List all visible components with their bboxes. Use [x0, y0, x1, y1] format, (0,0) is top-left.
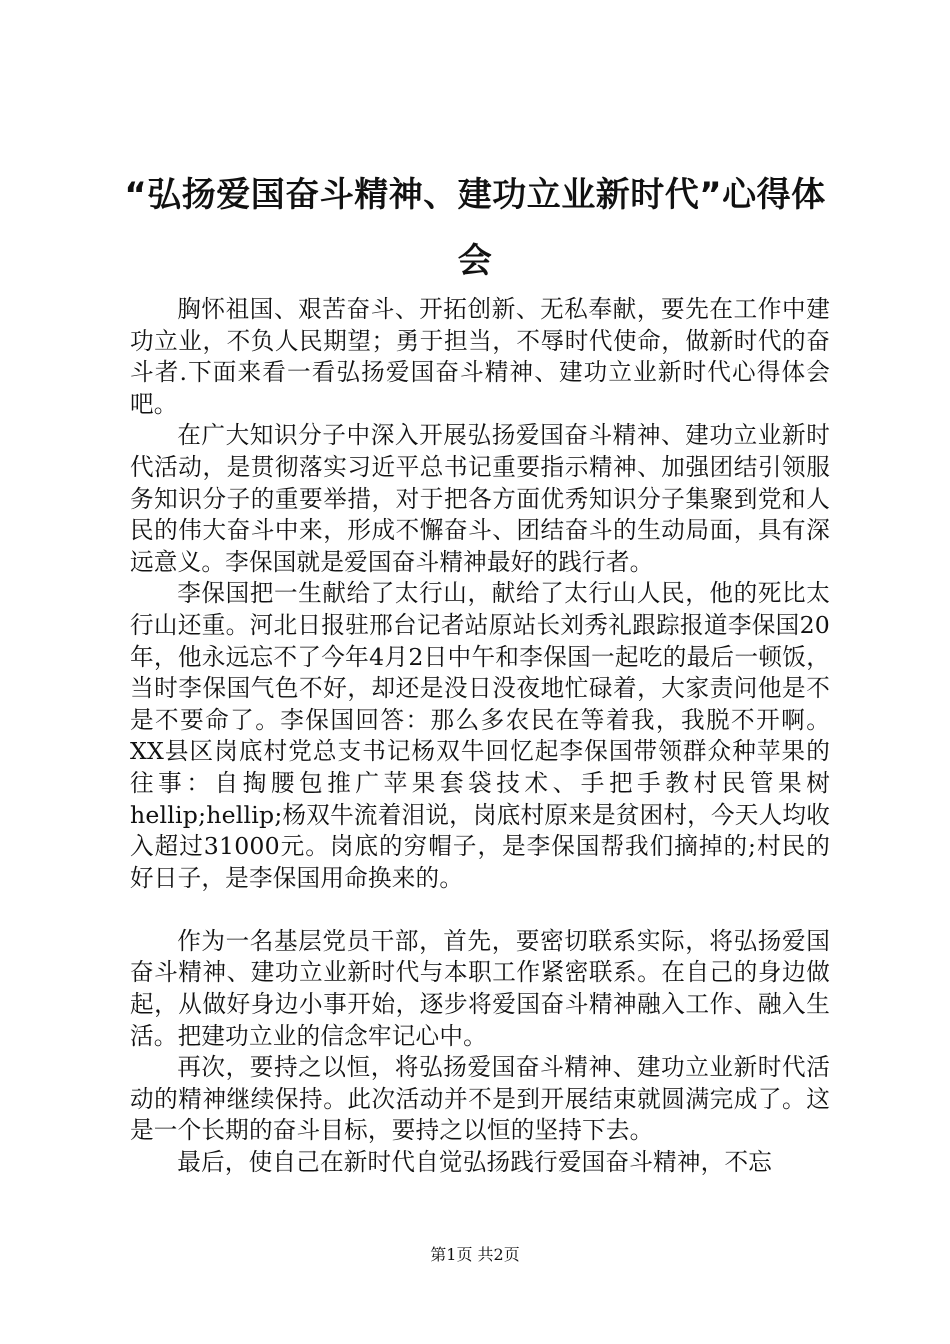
paragraph-li-baoguo: 李保国把一生献给了太行山，献给了太行山人民，他的死比太行山还重。河北日报驻邢台记者站原站长刘秀礼跟踪报道李保国20年，他永远忘不了今年4月2日中午和李保国一起吃的最后一顿饭，当时李保国气色不好，却还是没日没夜地忙碌着，大家责问他是不是不要命了。李保国回答：那么多农民在等着我，我脱不开啊。XX县区岗底村党总支书记杨双牛回忆起李保国带领群众种苹果的往事：自掏腰包推广苹果套袋技术、手把手教村民管果树hellip;hellip;杨双牛流着泪说，岗底村原来是贫困村，今天人均收入超过31000元。岗底的穷帽子，是李保国帮我们摘掉的;村民的好日子，是李保国用命换来的。	[130, 579, 830, 892]
page-footer: 第1页 共2页	[430, 1245, 520, 1264]
document-title: “弘扬爱国奋斗精神、建功立业新时代”心得体会	[124, 175, 826, 281]
paragraph-second: 再次，要持之以恒，将弘扬爱国奋斗精神、建功立业新时代活动的精神继续保持。此次活动并不是到开展结束就圆满完成了。这是一个长期的奋斗目标，要持之以恒的坚持下去。	[130, 1053, 830, 1145]
document-body	[130, 294, 830, 1179]
paragraph-activity: 在广大知识分子中深入开展弘扬爱国奋斗精神、建功立业新时代活动，是贯彻落实习近平总书记重要指示精神、加强团结引领服务知识分子的重要举措，对于把各方面优秀知识分子集聚到党和人民的伟大奋斗中来，形成不懈奋斗、团结奋斗的生动局面，具有深远意义。李保国就是爱国奋斗精神最好的践行者。	[130, 421, 830, 576]
paragraph-intro: 胸怀祖国、艰苦奋斗、开拓创新、无私奉献，要先在工作中建功立业，不负人民期望；勇于担当，不辱时代使命，做新时代的奋斗者.下面来看一看弘扬爱国奋斗精神、建功立业新时代心得体会吧。	[130, 295, 830, 418]
paragraph-first: 作为一名基层党员干部，首先，要密切联系实际，将弘扬爱国奋斗精神、建功立业新时代与本职工作紧密联系。在自己的身边做起，从做好身边小事开始，逐步将爱国奋斗精神融入工作、融入生活。把建功立业的信念牢记心中。	[130, 926, 830, 1050]
paragraph-last: 最后，使自己在新时代自觉弘扬践行爱国奋斗精神，不忘	[177, 1148, 773, 1177]
